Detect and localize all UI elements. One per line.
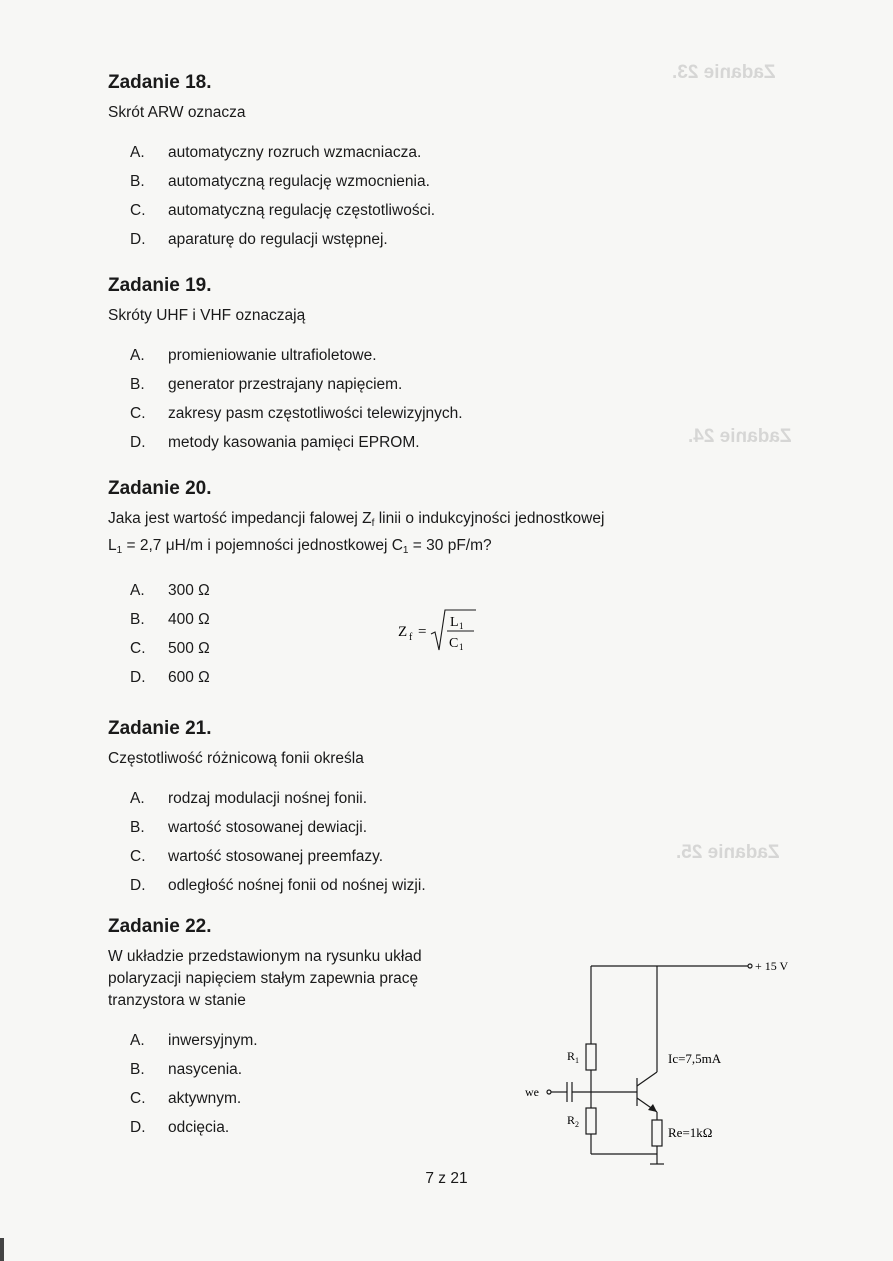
option-b: B. 400 Ω [130, 611, 210, 628]
option-a: A. promieniowanie ultrafioletowe. [130, 347, 377, 364]
option-d: D. odległość nośnej fonii od nośnej wizji. [130, 877, 426, 894]
supply-label: + 15 V [755, 959, 789, 973]
supply-terminal [748, 964, 752, 968]
r2-resistor [586, 1108, 596, 1134]
option-d: D. 600 Ω [130, 669, 210, 686]
option-a: A. automatyczny rozruch wzmacniacza. [130, 144, 422, 161]
task-title: Zadanie 22. [108, 916, 212, 937]
option-d: D. odcięcia. [130, 1119, 230, 1136]
task-question-line-1: Jaka jest wartość impedancji falowej $Z_f$ linii o indukcyjności jednostkowej [108, 510, 605, 529]
task-20 [108, 478, 788, 692]
task-21 [108, 718, 788, 900]
task-question: Skrót ARW oznacza [108, 104, 246, 121]
task-question: Częstotliwość różnicową fonii określa [108, 750, 364, 767]
task-title: Zadanie 20. [108, 478, 212, 499]
answer-options [108, 784, 788, 900]
task-title: Zadanie 18. [108, 72, 212, 93]
option-b: B. wartość stosowanej dewiacji. [130, 819, 368, 836]
answer-options [108, 138, 788, 254]
re-label: Re=1kΩ [668, 1125, 713, 1140]
input-label: we [525, 1085, 539, 1099]
option-b: B. nasycenia. [130, 1061, 243, 1078]
transistor-circuit-diagram [505, 948, 789, 1173]
emitter-arrow [648, 1104, 657, 1112]
task-18 [108, 72, 788, 254]
task-19 [108, 275, 788, 457]
option-c: C. wartość stosowanej preemfazy. [130, 848, 384, 865]
option-d: D. metody kasowania pamięci EPROM. [130, 434, 420, 451]
option-c: C. automatyczną regulację częstotliwości. [130, 202, 436, 219]
option-c: C. zakresy pasm częstotliwości telewizyjnych. [130, 405, 463, 422]
bleed-title-24: Zadanie 24. [688, 426, 792, 447]
formula-lhs-sub: f [409, 632, 413, 643]
task-title: Zadanie 19. [108, 275, 212, 296]
formula-num-sub: 1 [459, 621, 464, 631]
formula-den-sub: 1 [459, 642, 464, 652]
r2-label-sub: 2 [575, 1120, 579, 1129]
task-question-line-2: $L_1 = 2,7$ μH/m i pojemności jednostkowej $C_1 = 30$ pF/m? [108, 537, 492, 556]
r1-resistor [586, 1044, 596, 1070]
option-a: A. rodzaj modulacji nośnej fonii. [130, 790, 368, 807]
answer-options [108, 341, 788, 457]
task-question: Skróty UHF i VHF oznaczają [108, 307, 306, 324]
formula-num: L [450, 615, 459, 630]
r2-label: R [567, 1113, 576, 1127]
option-c: C. 500 Ω [130, 640, 210, 657]
ic-label: Ic=7,5mA [668, 1051, 722, 1066]
re-resistor [652, 1120, 662, 1146]
option-a: A. inwersyjnym. [130, 1032, 258, 1049]
task-title: Zadanie 21. [108, 718, 212, 739]
formula-lhs: Z [398, 624, 408, 640]
task-question: W układzie przedstawionym na rysunku układ polaryzacji napięciem stałym zapewnia pracę tranzystora w stanie [108, 948, 422, 1009]
option-b: B. generator przestrajany napięciem. [130, 376, 403, 393]
option-c: C. aktywnym. [130, 1090, 242, 1107]
option-a: A. 300 Ω [130, 582, 210, 599]
formula-den: C [449, 636, 459, 651]
scan-edge-mark [0, 1238, 4, 1261]
impedance-formula [398, 606, 478, 658]
option-d: D. aparaturę do regulacji wstępnej. [130, 231, 388, 248]
input-terminal [547, 1090, 551, 1094]
page-number: 7 z 21 [425, 1170, 468, 1187]
option-b: B. automatyczną regulację wzmocnienia. [130, 173, 430, 190]
transistor-collector [637, 1072, 657, 1086]
formula-eq: = [418, 624, 427, 640]
r1-label: R [567, 1049, 576, 1063]
bleed-title-25: Zadanie 25. [676, 842, 780, 863]
r1-label-sub: 1 [575, 1056, 579, 1065]
bleed-title-23: Zadanie 23. [672, 62, 776, 83]
